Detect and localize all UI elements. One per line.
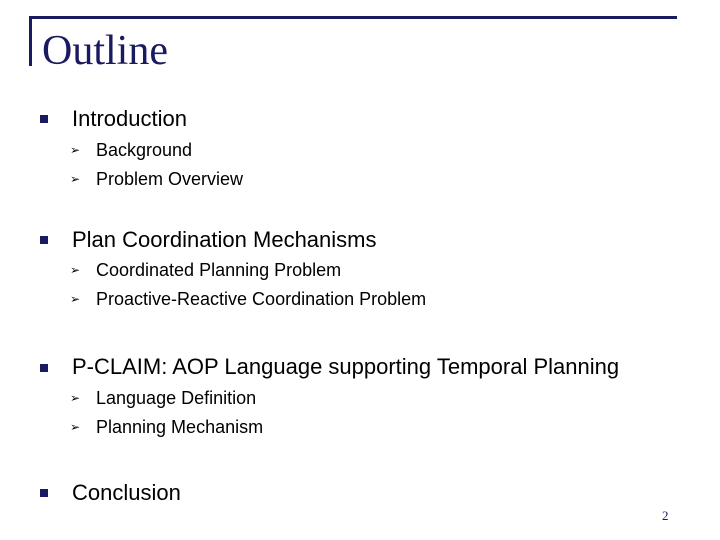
title-rule-horizontal (29, 16, 677, 19)
outline-section-p-claim: P-CLAIM: AOP Language supporting Temporal Planning (72, 354, 620, 379)
square-bullet-icon (40, 236, 48, 244)
title-rule-vertical (29, 16, 32, 66)
square-bullet-icon (40, 364, 48, 372)
outline-item-problem-overview: Problem Overview (96, 169, 244, 189)
outline-section-plan-coordination: Plan Coordination Mechanisms (72, 227, 377, 252)
square-bullet-icon (40, 489, 48, 497)
arrowhead-bullet-icon: ➢ (70, 391, 81, 405)
square-bullet-icon (40, 115, 48, 123)
outline-section-introduction: Introduction (72, 106, 187, 131)
page-number: 2 (662, 508, 669, 523)
outline-item-planning-mechanism: Planning Mechanism (96, 417, 264, 437)
slide-title: Outline (42, 28, 168, 74)
outline-item-coordinated-planning: Coordinated Planning Problem (96, 260, 342, 280)
outline-item-background: Background (96, 140, 193, 160)
outline-section-conclusion: Conclusion (72, 480, 181, 505)
outline-item-language-definition: Language Definition (96, 388, 257, 408)
arrowhead-bullet-icon: ➢ (70, 292, 81, 306)
arrowhead-bullet-icon: ➢ (70, 263, 81, 277)
outline-item-proactive-reactive: Proactive-Reactive Coordination Problem (96, 289, 427, 309)
arrowhead-bullet-icon: ➢ (70, 172, 81, 186)
arrowhead-bullet-icon: ➢ (70, 143, 81, 157)
arrowhead-bullet-icon: ➢ (70, 420, 81, 434)
